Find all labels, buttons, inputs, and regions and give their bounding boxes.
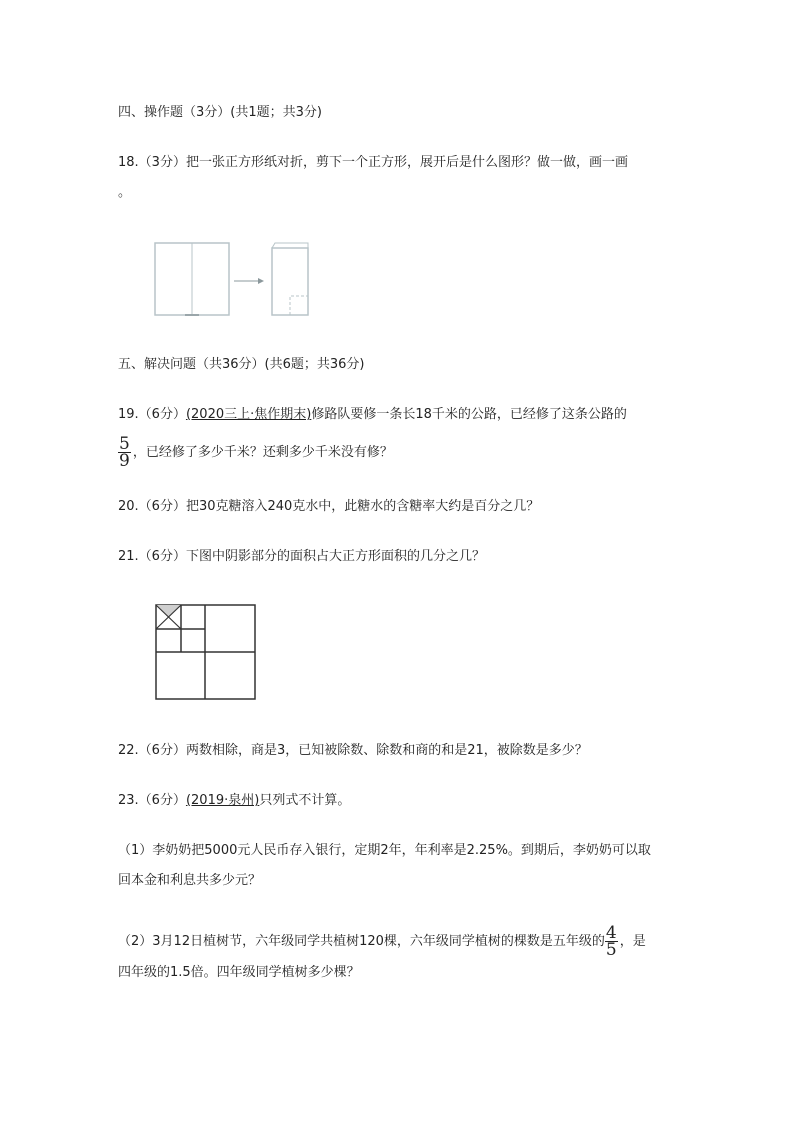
question-23-part-1-line-1: （1）李奶奶把5000元人民币存入银行，定期2年，年利率是2.25%。到期后，李奶奶可以取 (118, 843, 651, 858)
question-18-line-1: 18.（3分）把一张正方形纸对折，剪下一个正方形，展开后是什么图形？做一做，画一画 (118, 155, 628, 170)
fraction-4-5: $\frac{4}{5}$ (605, 923, 617, 960)
paper-folding-figure (150, 238, 320, 320)
section-5-heading: 五、解决问题（共36分）(共6题；共36分) (118, 357, 365, 372)
fraction-5-9: $\frac{5}{9}$ (119, 434, 130, 471)
question-23-source: (2019·泉州) (185, 793, 260, 808)
question-23: 23.（6分）(2019·泉州)只列式不计算。 (118, 793, 351, 808)
square-subdivision-figure (154, 603, 258, 701)
question-23-part-1-line-2: 回本金和利息共多少元？ (118, 873, 262, 888)
question-23-part-2-line-1: （2）3月12日植树节，六年级同学共植树120棵，六年级同学植树的棵数是五年级的 $\frac{4}{5}$ ，是 (118, 923, 646, 960)
arrow-head-icon (258, 278, 264, 284)
question-19-line-2: $\frac{5}{9}$ ，已经修了多少千米？还剩多少千米没有修？ (119, 434, 393, 471)
question-19-source: (2020三上·焦作期末) (185, 407, 312, 422)
cut-square-dashes (290, 296, 308, 315)
question-22: 22.（6分）两数相除，商是3，已知被除数、除数和商的和是21，被除数是多少？ (118, 743, 588, 758)
question-20: 20.（6分）把30克糖溶入240克水中，此糖水的含糖率大约是百分之几？ (118, 499, 540, 514)
question-19-line-1: 19.（6分）(2020三上·焦作期末)修路队要修一条长18千米的公路，已经修了这条公路的 (118, 407, 627, 422)
question-18-line-2: 。 (118, 185, 132, 200)
question-21: 21.（6分）下图中阴影部分的面积占大正方形面积的几分之几？ (118, 549, 485, 564)
question-23-part-2-line-2: 四年级的1.5倍。四年级同学植树多少棵？ (118, 965, 360, 980)
section-4-heading: 四、操作题（3分）(共1题；共3分) (118, 105, 322, 120)
